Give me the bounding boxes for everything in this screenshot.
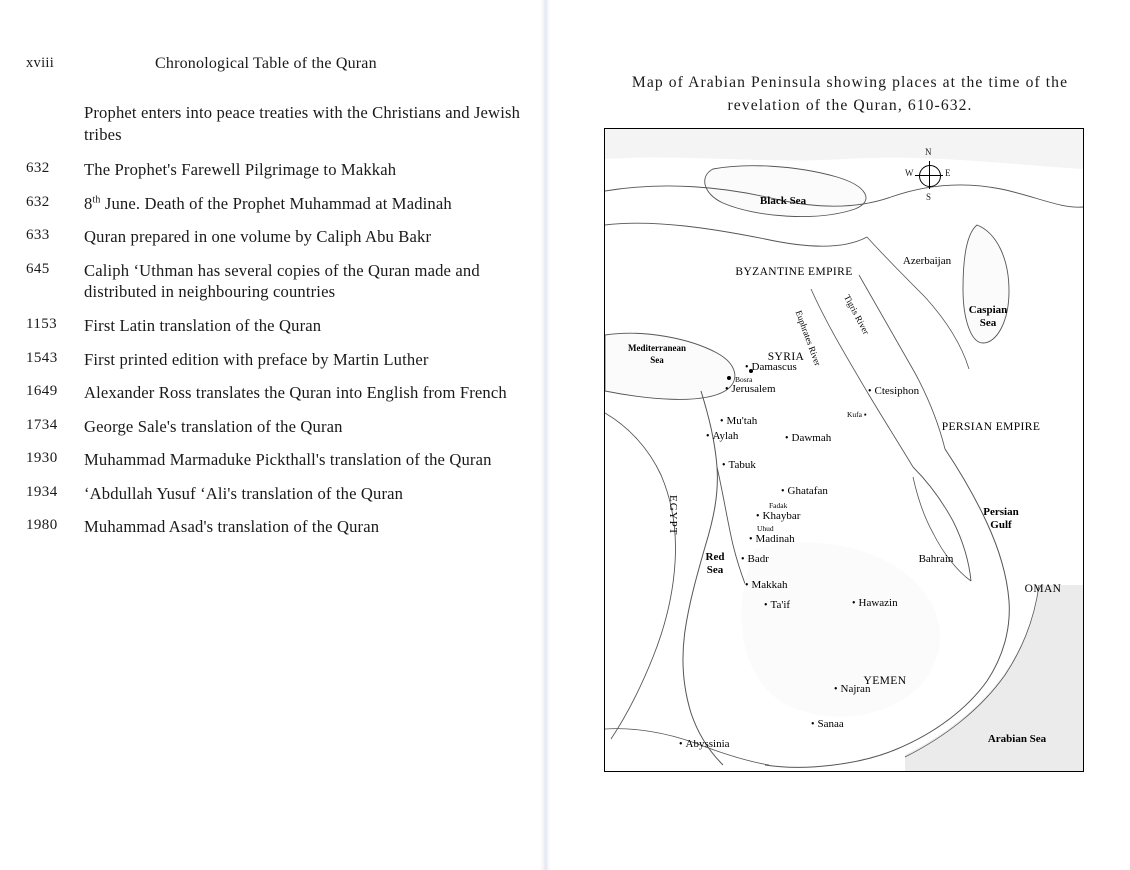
table-row xyxy=(26,516,526,538)
compass-east-label: E xyxy=(945,168,951,178)
table-row xyxy=(26,102,526,145)
table-row xyxy=(26,416,526,438)
compass-ring xyxy=(919,165,941,187)
label-azerbaijan: Azerbaijan xyxy=(902,255,952,267)
label-caspian-sea-line2: Sea xyxy=(979,317,997,329)
entry-year: 1543 xyxy=(26,349,58,366)
compass-south-label: S xyxy=(926,192,932,202)
label-red-sea-line1: Red xyxy=(705,551,725,563)
label-hawazin: • Hawazin xyxy=(852,597,898,609)
label-khaybar: • Khaybar xyxy=(756,510,800,522)
label-arabian-sea: Arabian Sea xyxy=(987,733,1047,745)
entry-text: The Prophet's Farewell Pilgrimage to Makkah xyxy=(84,160,397,180)
entry-text: Alexander Ross translates the Quran into English from French xyxy=(84,383,507,403)
entry-year: 1934 xyxy=(26,483,58,500)
label-mediterranean-sea-line2: Sea xyxy=(650,355,664,365)
ordinal-suffix: th xyxy=(92,194,101,206)
entry-text: First Latin translation of the Quran xyxy=(84,315,322,335)
entry-text-rest: June. Death of the Prophet Muhammad at Madinah xyxy=(100,193,452,213)
entry-text xyxy=(84,193,452,215)
table-row xyxy=(26,449,526,471)
label-dawmah: • Dawmah xyxy=(785,432,831,444)
label-fadak: Fadak xyxy=(769,501,788,510)
entry-year: 633 xyxy=(26,227,50,244)
label-oman: OMAN xyxy=(1024,583,1062,595)
map-figure xyxy=(604,128,1084,772)
table-row xyxy=(26,315,526,337)
label-aylah: • Aylah xyxy=(706,430,738,442)
compass-needle-horizontal xyxy=(915,175,943,176)
label-sanaa: • Sanaa xyxy=(811,718,844,730)
label-madinah: • Madinah xyxy=(749,533,795,545)
label-jerusalem: • Jerusalem xyxy=(725,383,776,395)
label-kufa: Kufa ▪ xyxy=(847,410,867,419)
left-page xyxy=(0,0,540,870)
table-row xyxy=(26,226,526,248)
entry-text: Muhammad Asad's translation of the Quran xyxy=(84,517,380,537)
label-bahrain: Bahrain xyxy=(918,553,954,565)
entry-year: 1734 xyxy=(26,416,58,433)
map-artwork xyxy=(605,129,1083,771)
entry-year: 1649 xyxy=(26,383,58,400)
label-syria: SYRIA xyxy=(767,351,805,363)
table-row xyxy=(26,349,526,371)
compass-north-label: N xyxy=(925,147,932,157)
label-yemen: YEMEN xyxy=(863,675,907,687)
label-persian-empire: PERSIAN EMPIRE xyxy=(941,421,1041,433)
table-row xyxy=(26,193,526,215)
entry-year xyxy=(26,102,84,103)
entry-text: Prophet enters into peace treaties with the Christians and Jewish tribes xyxy=(84,103,521,144)
entry-year: 632 xyxy=(26,193,50,210)
page-folio: xviii xyxy=(26,55,55,71)
label-najran: • Najran xyxy=(834,683,870,695)
table-row xyxy=(26,382,526,404)
entry-text: First printed edition with preface by Martin Luther xyxy=(84,349,429,369)
entry-year: 1980 xyxy=(26,517,58,534)
entry-year: 1930 xyxy=(26,450,58,467)
entry-text: ‘Abdullah Yusuf ‘Ali's translation of the Quran xyxy=(84,483,404,503)
table-row xyxy=(26,260,526,303)
label-badr: • Badr xyxy=(741,553,769,565)
table-row xyxy=(26,483,526,505)
chronological-table xyxy=(26,80,526,545)
label-euphrates-river: Euphrates River xyxy=(793,309,823,368)
label-byzantine-empire: BYZANTINE EMPIRE xyxy=(735,266,853,278)
entry-text: Caliph ‘Uthman has several copies of the Quran made and distributed in neighbouring countries xyxy=(84,260,480,302)
right-page xyxy=(560,0,1130,870)
label-egypt: EGYPT xyxy=(667,495,679,536)
label-black-sea: Black Sea xyxy=(759,195,807,207)
label-makkah: • Makkah xyxy=(745,579,788,591)
entry-text: Muhammad Marmaduke Pickthall's translation of the Quran xyxy=(84,450,492,470)
entry-text-prefix: 8 xyxy=(84,193,93,213)
entry-text: Quran prepared in one volume by Caliph Abu Bakr xyxy=(84,227,432,247)
map-caption: Map of Arabian Peninsula showing places at the time of the revelation of the Quran, 610-632. xyxy=(631,74,1069,114)
compass-rose-icon xyxy=(905,147,953,207)
label-red-sea-line2: Sea xyxy=(706,564,724,576)
label-ctesiphon: • Ctesiphon xyxy=(868,385,919,397)
label-taif: • Ta'if xyxy=(764,599,790,611)
page-header-title: Chronological Table of the Quran xyxy=(155,55,377,72)
entry-year: 632 xyxy=(26,160,50,177)
label-uhud: Uhud xyxy=(757,524,774,533)
entry-year: 1153 xyxy=(26,315,58,332)
label-bosra: Bosra xyxy=(735,375,753,384)
label-mediterranean-sea-line1: Mediterranean xyxy=(628,343,686,353)
label-abyssinia: • Abyssinia xyxy=(679,738,730,750)
label-persian-gulf-line1: Persian xyxy=(983,506,1019,518)
entry-year: 645 xyxy=(26,260,50,277)
label-damascus: • Damascus xyxy=(745,361,797,373)
label-persian-gulf-line2: Gulf xyxy=(990,519,1012,531)
table-row xyxy=(26,159,526,181)
entry-text: George Sale's translation of the Quran xyxy=(84,416,343,436)
label-ghatafan: • Ghatafan xyxy=(781,485,828,497)
label-tigris-river: Tigris River xyxy=(842,293,872,337)
compass-west-label: W xyxy=(905,168,914,178)
label-mutah: • Mu'tah xyxy=(720,415,757,427)
label-tabuk: • Tabuk xyxy=(722,459,756,471)
label-caspian-sea-line1: Caspian xyxy=(968,304,1008,316)
book-gutter-shadow xyxy=(540,0,550,870)
